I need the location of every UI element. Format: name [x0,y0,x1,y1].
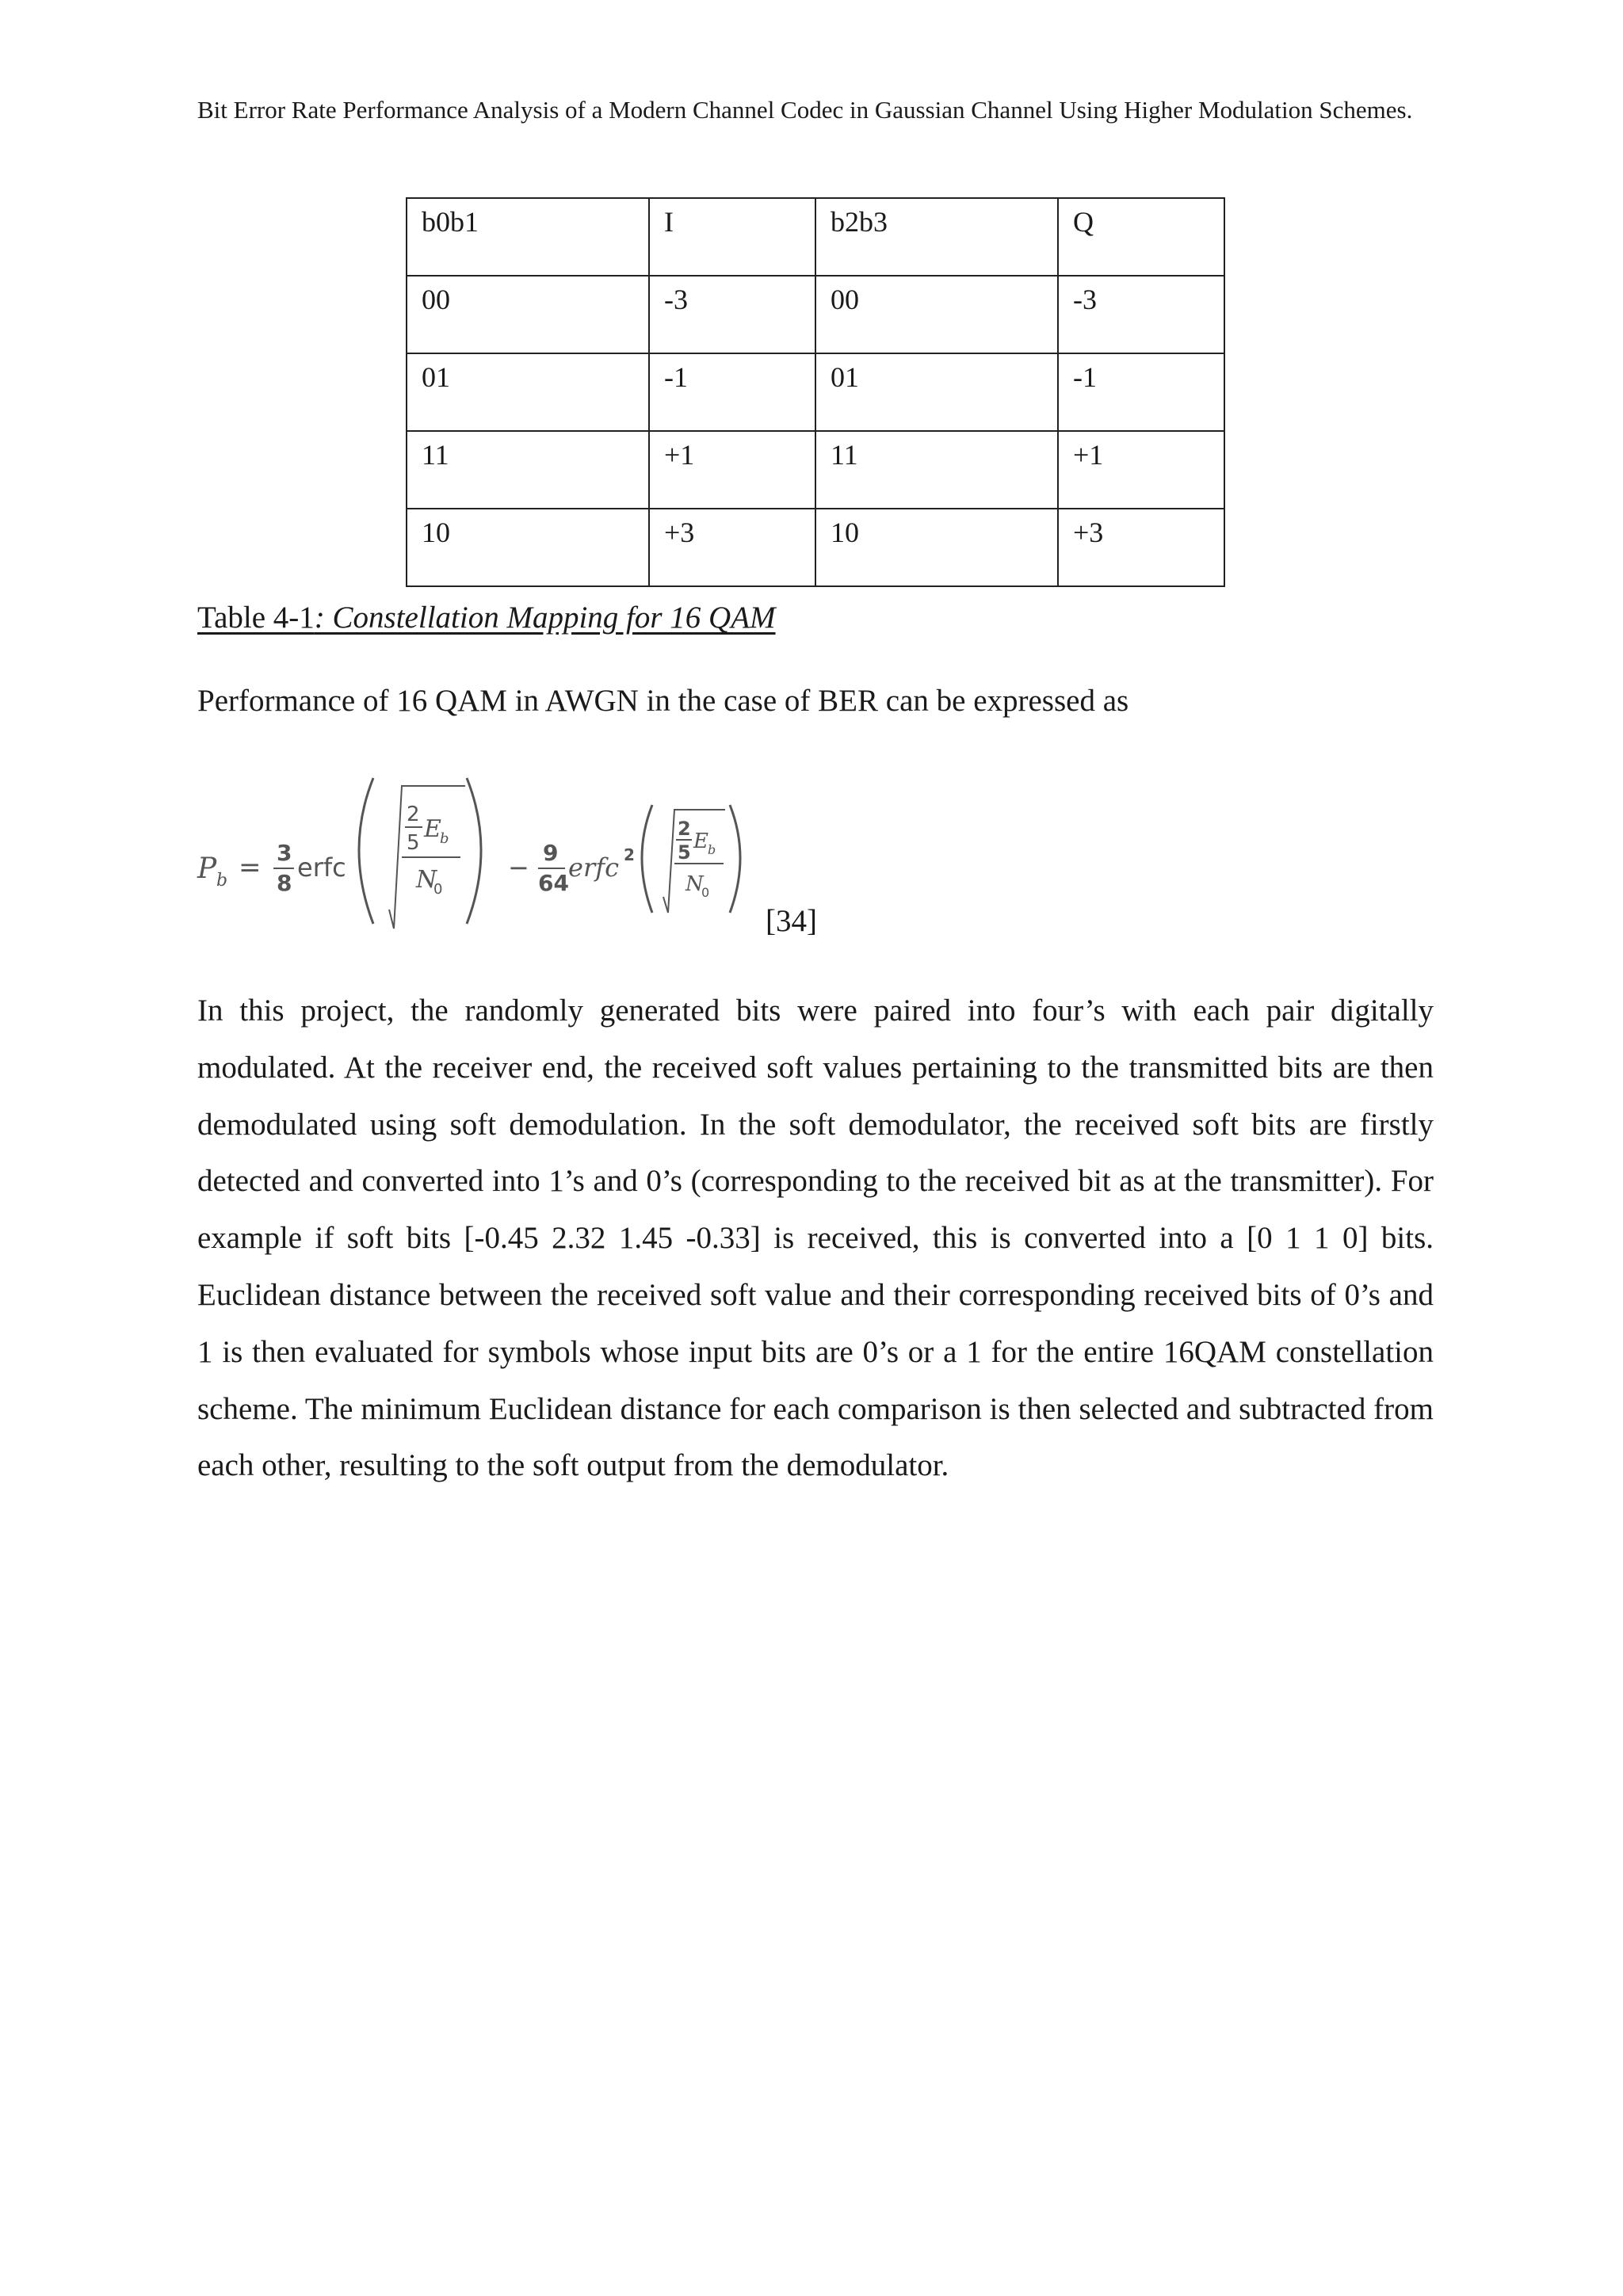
header-cell-b2b3: b2b3 [815,198,1058,276]
constellation-mapping-table [406,197,1225,587]
header-cell-b0b1: b0b1 [407,198,649,276]
lead-sentence: Performance of 16 QAM in AWGN in the case of BER can be expressed as [197,684,1129,718]
e1-sub: b [440,830,449,847]
table-caption [197,600,776,635]
coef2-num: 9 [543,840,559,866]
table-cell: +3 [649,509,815,586]
formula-lhs-sub: b [216,871,228,891]
coef1-num: 3 [277,840,292,866]
table-cell: 11 [407,431,649,509]
e1: E [424,815,441,843]
frac2-den: 5 [678,841,691,864]
func2-sup: 2 [624,845,635,864]
n2: N [685,872,704,896]
func2: erfc [568,852,619,883]
citation-ref: [34] [766,904,817,938]
formula-eq: = [239,852,262,883]
formula-minus: − [508,852,529,883]
table-cell: 11 [815,431,1058,509]
table-row [407,276,1224,353]
table-cell: 00 [407,276,649,353]
table-cell: 01 [407,353,649,431]
ber-formula [194,770,781,936]
coef1-den: 8 [277,870,292,896]
func1: erfc [297,852,346,883]
body-paragraph: In this project, the randomly generated bits were paired into four’s with each pair digitally modulated. At the receiver end, the received soft values pertaining to the transmitted bits are then demodulated using soft demodulation. In the soft demodulator, the received soft bits are firstly detected and converted into 1’s and 0’s (corresponding to the received bit as at the transmitter). For example if soft bits [-0.45 2.32 1.45 -0.33] is received, this is converted into a [0 1 1 0] bits. Euclidean distance between the received soft value and their corresponding received bits of 0’s and 1 is then evaluated for symbols whose input bits are 0’s or a 1 for the entire 16QAM constellation scheme. The minimum Euclidean distance for each comparison is then selected and subtracted from each other, resulting to the soft output from the demodulator. [197,994,1434,1483]
caption-label: Table 4-1 [197,601,315,635]
caption-title: : Constellation Mapping for 16 QAM [314,601,776,635]
table-cell: 10 [815,509,1058,586]
table-cell: -1 [1058,353,1224,431]
formula-lhs: P [197,852,217,885]
frac2-num: 2 [678,818,691,840]
header-cell-q: Q [1058,198,1224,276]
table-row [407,431,1224,509]
e2-sub: b [708,842,716,857]
n1-sub: 0 [433,881,443,898]
table-header-row [407,198,1224,276]
n2-sub: 0 [701,885,710,900]
table-cell: -3 [1058,276,1224,353]
table-cell: 00 [815,276,1058,353]
table-cell: 10 [407,509,649,586]
table-cell: -1 [649,353,815,431]
e2: E [693,830,708,853]
table-cell: +1 [1058,431,1224,509]
table-cell: +3 [1058,509,1224,586]
table-row [407,509,1224,586]
coef2-den: 64 [538,870,569,896]
table-cell: -3 [649,276,815,353]
table-row [407,353,1224,431]
running-header: Bit Error Rate Performance Analysis of a Modern Channel Codec in Gaussian Channel Using Higher Modulation Schemes. [197,96,1413,124]
header-cell-i: I [649,198,815,276]
n1: N [416,866,437,894]
table-cell: 01 [815,353,1058,431]
table-cell: +1 [649,431,815,509]
frac1-den: 5 [407,831,420,855]
frac1-num: 2 [407,803,420,826]
